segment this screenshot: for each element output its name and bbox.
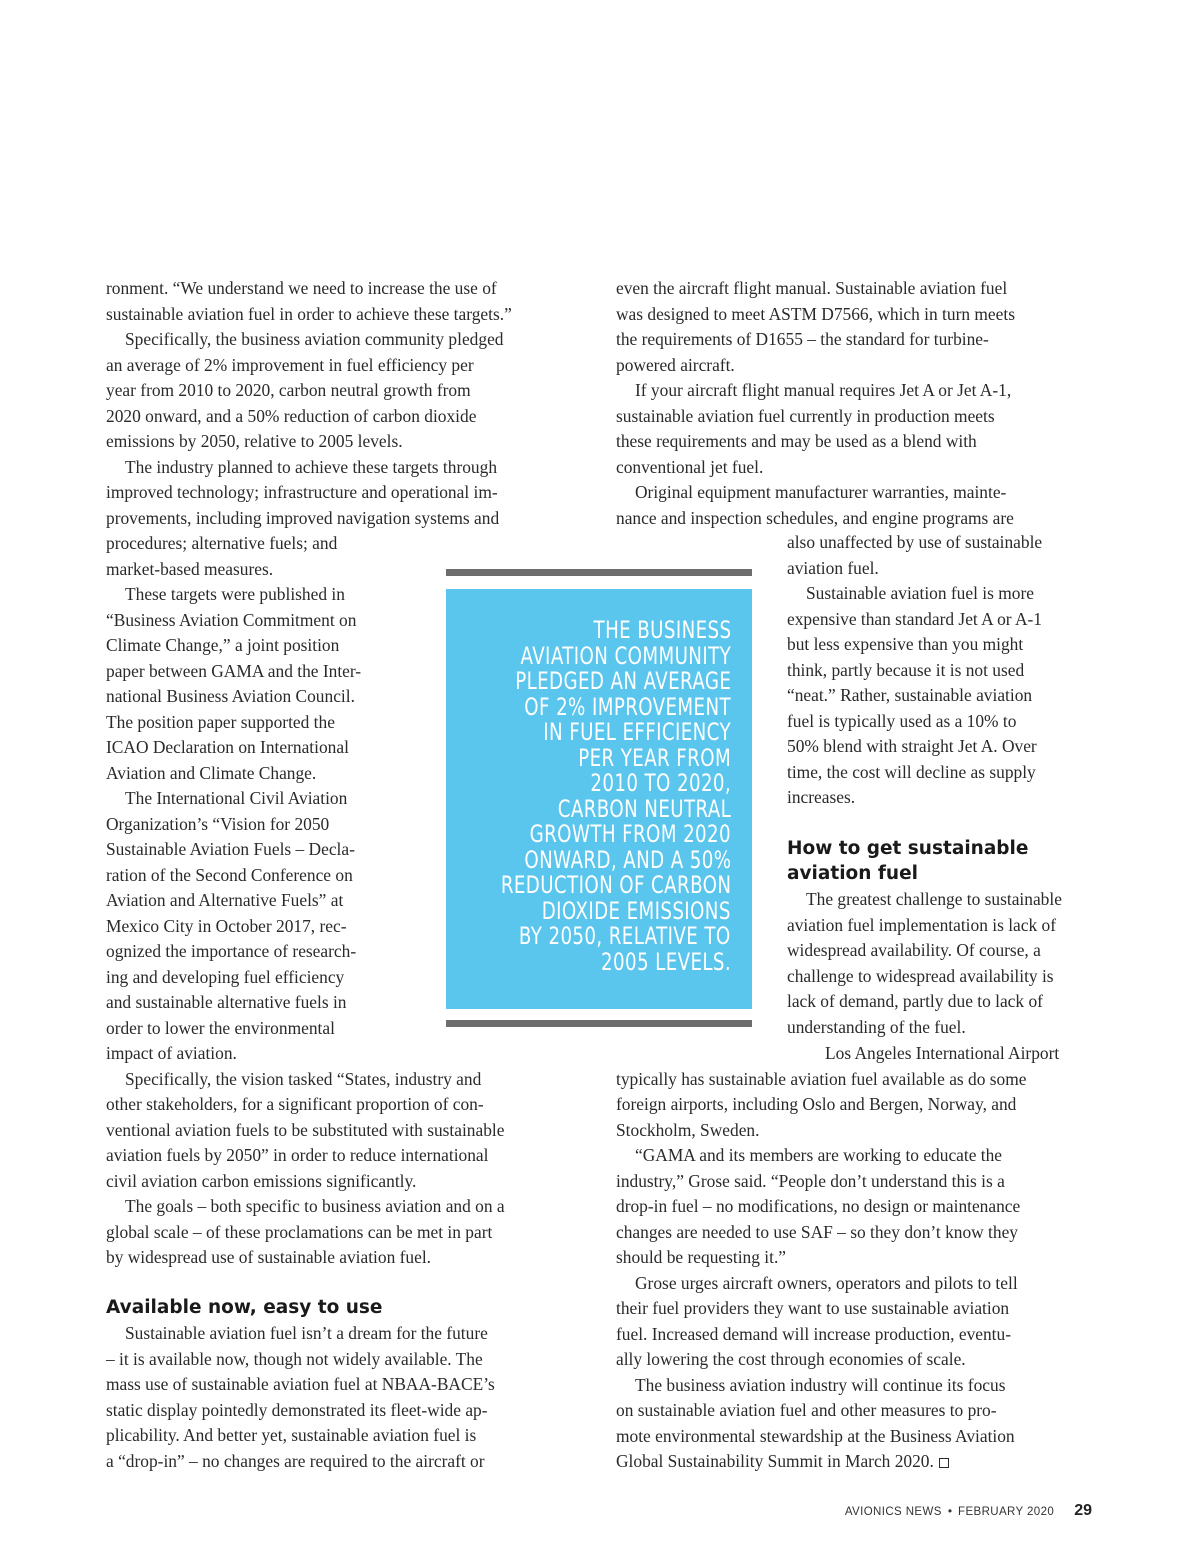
text-line: impact of aviation. <box>106 1043 237 1063</box>
text-line: civil aviation carbon emissions significantly. <box>106 1170 417 1191</box>
pullquote-rule-bottom <box>446 1020 752 1027</box>
text-line: these requirements and may be used as a blend with <box>616 431 977 451</box>
pullquote-line: ONWARD, AND A 50% <box>523 845 731 874</box>
magazine-name: AVIONICS NEWS <box>844 1506 942 1518</box>
text-line: ing and developing fuel efficiency <box>106 966 345 987</box>
text-line: conventional jet fuel. <box>616 456 764 477</box>
text-line: paper between GAMA and the Inter- <box>106 660 362 681</box>
text-line: provements, including improved navigation systems and <box>106 507 500 528</box>
text-line: drop-in fuel – no modifications, no design or maintenance <box>616 1196 1021 1216</box>
column-left-continued <box>106 1321 586 1474</box>
text-line: their fuel providers they want to use sustainable aviation <box>616 1298 1010 1318</box>
text-line: challenge to widespread availability is <box>787 965 1054 986</box>
pullquote-line: REDUCTION OF CARBON <box>500 871 731 899</box>
text-line: think, partly because it is not used <box>787 659 1025 680</box>
text-line: static display pointedly demonstrated its fleet-wide ap- <box>106 1399 488 1420</box>
column-left-continued-body <box>106 1321 586 1474</box>
text-line: national Business Aviation Council. <box>106 686 355 706</box>
text-line: Specifically, the vision tasked “States, industry and <box>125 1068 482 1089</box>
text-line: was designed to meet ASTM D7566, which in turn meets <box>616 303 1015 324</box>
pullquote-line: OF 2% IMPROVEMENT <box>524 692 731 721</box>
pullquote-line: 2005 LEVELS. <box>600 947 731 976</box>
text-line: Los Angeles International Airport <box>825 1043 1060 1063</box>
text-line: Sustainable Aviation Fuels – Decla- <box>106 839 355 859</box>
text-line: sustainable aviation fuel currently in production meets <box>616 405 995 426</box>
pullquote-line: IN FUEL EFFICIENCY <box>543 718 731 746</box>
text-line: ognized the importance of research- <box>106 941 357 961</box>
pullquote-line: THE BUSINESS <box>593 616 731 644</box>
text-line: Specifically, the business aviation community pledged <box>125 329 504 349</box>
column-right-narrow-continued <box>787 887 1097 1040</box>
pullquote-line: PLEDGED AN AVERAGE <box>514 667 731 695</box>
text-line: ally lowering the cost through economies of scale. <box>616 1349 966 1369</box>
page-number: 29 <box>1074 1502 1092 1519</box>
section-heading-how-to-get <box>787 837 1087 886</box>
pullquote-line: CARBON NEUTRAL <box>557 794 731 823</box>
pullquote-line: 2010 TO 2020, <box>590 769 731 797</box>
text-line: “neat.” Rather, sustainable aviation <box>787 685 1033 705</box>
text-line: Original equipment manufacturer warranties, mainte- <box>635 482 1007 502</box>
column-right-bottom <box>616 1041 1096 1475</box>
column-right-bottom-body <box>616 1041 1096 1475</box>
text-line: Stockholm, Sweden. <box>616 1119 760 1140</box>
text-line: Sustainable aviation fuel isn’t a dream for the future <box>125 1323 488 1343</box>
text-line: order to lower the environmental <box>106 1017 335 1038</box>
column-right-narrow-continued-body <box>787 887 1097 1040</box>
text-line: global scale – of these proclamations can be met in part <box>106 1221 493 1242</box>
text-line: industry,” Grose said. “People don’t understand this is a <box>616 1170 1005 1191</box>
text-line: The goals – both specific to business aviation and on a <box>125 1196 505 1216</box>
text-line: increases. <box>787 787 856 807</box>
column-right-top <box>616 276 1096 531</box>
heading-line: How to get sustainable <box>787 838 1029 859</box>
pullquote-line: PER YEAR FROM <box>578 743 731 772</box>
text-line: expensive than standard Jet A or A-1 <box>787 608 1043 629</box>
text-line: The International Civil Aviation <box>125 788 348 808</box>
pullquote-line: BY 2050, RELATIVE TO <box>519 922 731 950</box>
text-line: mote environmental stewardship at the Business Aviation <box>616 1425 1015 1446</box>
text-line: ration of the Second Conference on <box>106 864 353 885</box>
text-line: powered aircraft. <box>616 354 735 375</box>
text-line: plicability. And better yet, sustainable aviation fuel is <box>106 1425 477 1445</box>
text-line: time, the cost will decline as supply <box>787 761 1036 782</box>
text-line: typically has sustainable aviation fuel available as do some <box>616 1068 1027 1089</box>
text-line: “GAMA and its members are working to educate the <box>635 1145 1003 1165</box>
text-line: Aviation and Climate Change. <box>106 762 317 783</box>
text-line: improved technology; infrastructure and operational im- <box>106 482 498 502</box>
text-line: ICAO Declaration on International <box>106 737 349 757</box>
pullquote-line: GROWTH FROM 2020 <box>529 820 731 848</box>
text-line: fuel is typically used as a 10% to <box>787 710 1017 731</box>
text-line: The position paper supported the <box>106 711 335 732</box>
text-line: also unaffected by use of sustainable <box>787 532 1043 552</box>
text-line: nance and inspection schedules, and engine programs are <box>616 507 1014 528</box>
text-line: a “drop-in” – no changes are required to the aircraft or <box>106 1450 485 1471</box>
text-line: by widespread use of sustainable aviation fuel. <box>106 1247 432 1267</box>
text-line: mass use of sustainable aviation fuel at NBAA-BACE’s <box>106 1374 495 1394</box>
text-line: Global Sustainability Summit in March 2020. <box>616 1449 1096 1475</box>
text-line: ventional aviation fuels to be substituted with sustainable <box>106 1119 505 1140</box>
text-line: – it is available now, though not widely available. The <box>106 1348 483 1369</box>
column-right-narrow <box>787 530 1097 811</box>
text-line: market-based measures. <box>106 558 274 579</box>
page-footer <box>700 1502 1092 1520</box>
text-line: Sustainable aviation fuel is more <box>806 583 1034 603</box>
issue-date: FEBRUARY 2020 <box>958 1506 1055 1518</box>
text-line: changes are needed to use SAF – so they don’t know they <box>616 1221 1018 1242</box>
text-line: aviation fuel. <box>787 557 879 578</box>
text-line: procedures; alternative fuels; and <box>106 533 338 553</box>
text-line: foreign airports, including Oslo and Bergen, Norway, and <box>616 1094 1017 1114</box>
text-line: Climate Change,” a joint position <box>106 635 340 655</box>
text-line: other stakeholders, for a significant proportion of con- <box>106 1094 484 1114</box>
heading-line: aviation fuel <box>787 862 918 884</box>
text-line: ronment. “We understand we need to increase the use of <box>106 278 497 298</box>
text-line: The business aviation industry will continue its focus <box>635 1374 1006 1395</box>
text-line: The greatest challenge to sustainable <box>806 889 1062 909</box>
text-line: sustainable aviation fuel in order to achieve these targets.” <box>106 303 512 324</box>
text-line: Grose urges aircraft owners, operators and pilots to tell <box>635 1272 1018 1293</box>
text-line: aviation fuels by 2050” in order to reduce international <box>106 1145 489 1165</box>
column-right-narrow-body <box>787 530 1097 811</box>
text-line: the requirements of D1655 – the standard for turbine- <box>616 329 989 349</box>
text-line: Organization’s “Vision for 2050 <box>106 813 330 834</box>
pullquote-box <box>446 589 752 1009</box>
text-line: emissions by 2050, relative to 2005 levels. <box>106 431 403 451</box>
text-line: widespread availability. Of course, a <box>787 940 1041 960</box>
text-line: If your aircraft flight manual requires Jet A or Jet A-1, <box>635 380 1012 400</box>
text-line: 50% blend with straight Jet A. Over <box>787 736 1037 756</box>
column-right-top-body <box>616 276 1096 531</box>
section-heading-available-now: Available now, easy to use <box>106 1297 383 1318</box>
text-line: fuel. Increased demand will increase production, eventu- <box>616 1323 1011 1344</box>
end-of-article-icon <box>939 1458 949 1468</box>
text-line: but less expensive than you might <box>787 634 1024 654</box>
footer-bullet: • <box>947 1504 953 1518</box>
text-line: “Business Aviation Commitment on <box>106 609 357 630</box>
pullquote-line: DIOXIDE EMISSIONS <box>541 896 731 925</box>
text-line: even the aircraft flight manual. Sustainable aviation fuel <box>616 278 1008 298</box>
text-line: lack of demand, partly due to lack of <box>787 991 1043 1011</box>
text-line: should be requesting it.” <box>616 1247 787 1267</box>
text-line: understanding of the fuel. <box>787 1016 966 1037</box>
text-line: These targets were published in <box>125 584 345 604</box>
pullquote-rule-top <box>446 569 752 576</box>
text-line: aviation fuel implementation is lack of <box>787 914 1056 935</box>
text-line: Aviation and Alternative Fuels” at <box>106 890 344 910</box>
text-line: Mexico City in October 2017, rec- <box>106 915 347 936</box>
text-line: The industry planned to achieve these targets through <box>125 456 498 477</box>
text-line: year from 2010 to 2020, carbon neutral growth from <box>106 380 471 400</box>
text-line: 2020 onward, and a 50% reduction of carbon dioxide <box>106 405 477 426</box>
text-line: on sustainable aviation fuel and other measures to pro- <box>616 1400 997 1420</box>
text-line: an average of 2% improvement in fuel efficiency per <box>106 354 474 375</box>
text-line: and sustainable alternative fuels in <box>106 992 347 1012</box>
pullquote-line: AVIATION COMMUNITY <box>520 641 731 670</box>
